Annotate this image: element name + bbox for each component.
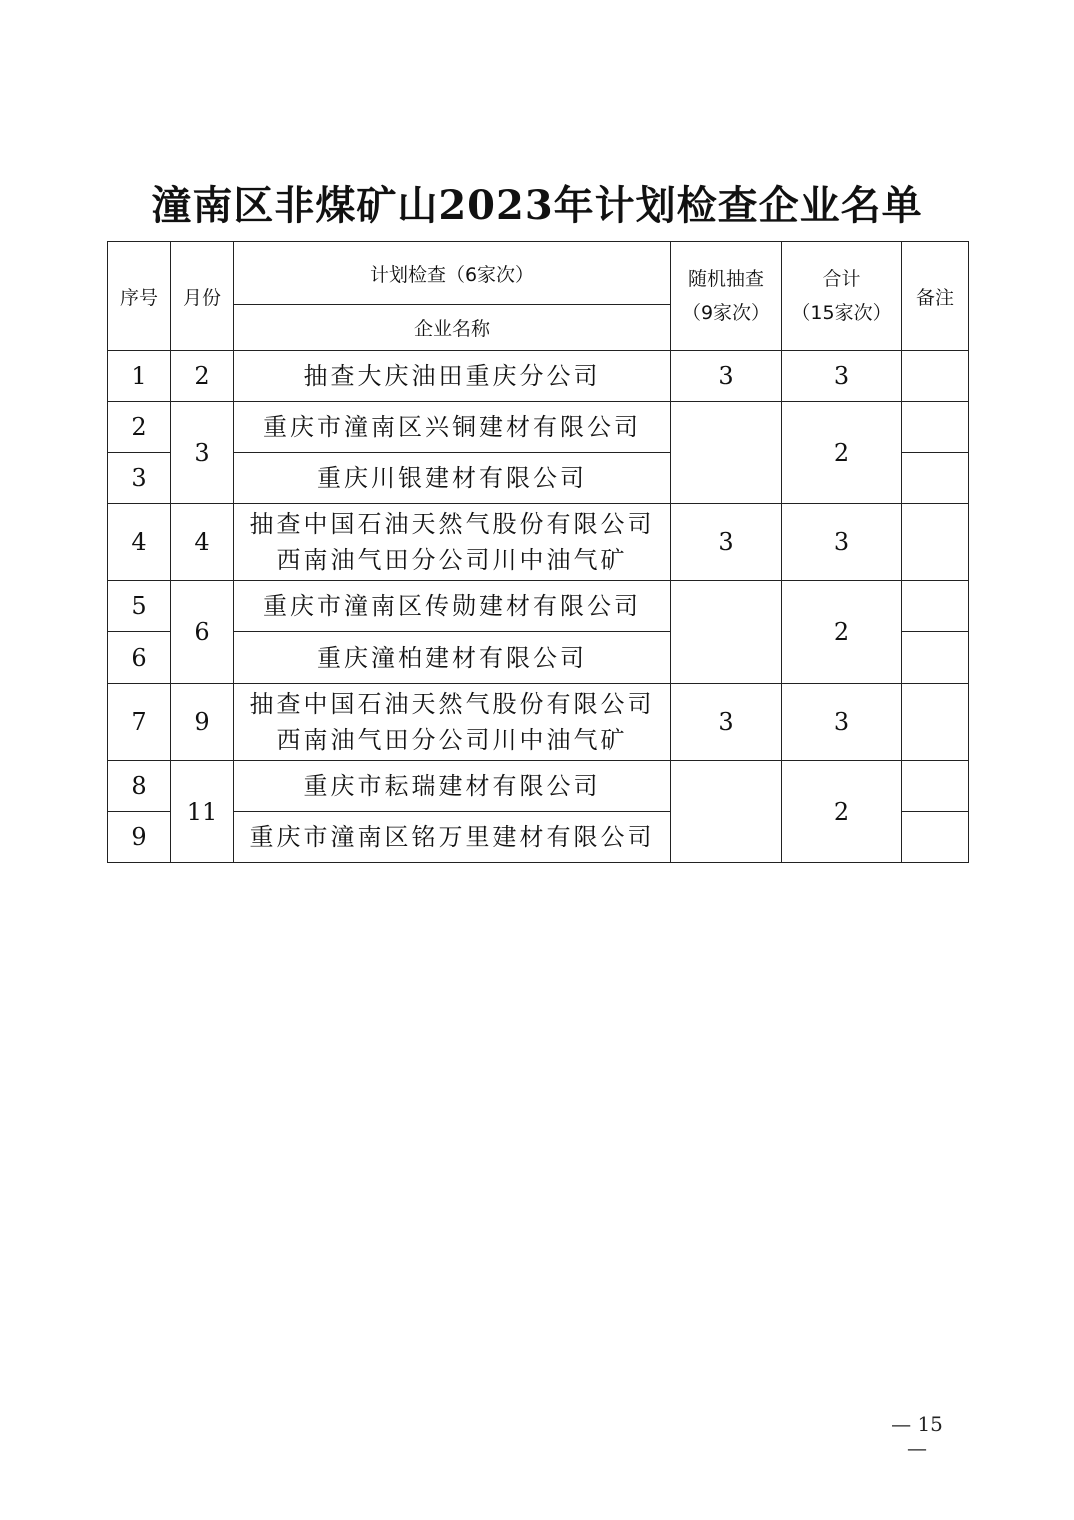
row-remark <box>902 684 969 761</box>
row-company-line2: 西南油气田分公司川中油气矿 <box>276 546 628 574</box>
row-company-line2: 西南油气田分公司川中油气矿 <box>276 726 628 754</box>
row-index: 4 <box>108 504 171 581</box>
row-company: 重庆市潼南区传勋建材有限公司 <box>234 581 671 632</box>
row-random <box>671 581 782 684</box>
row-remark <box>902 351 969 402</box>
row-company: 重庆潼柏建材有限公司 <box>234 632 671 684</box>
row-index: 5 <box>108 581 171 632</box>
row-month: 9 <box>171 684 234 761</box>
row-company <box>234 504 671 581</box>
row-total: 2 <box>782 761 902 863</box>
row-index: 3 <box>108 453 171 504</box>
table-row <box>108 761 969 812</box>
row-company: 重庆市潼南区铭万里建材有限公司 <box>234 812 671 863</box>
row-index: 8 <box>108 761 171 812</box>
row-remark <box>902 402 969 453</box>
header-total-line1: 合计 <box>822 268 861 290</box>
row-remark <box>902 581 969 632</box>
header-month: 月份 <box>171 242 234 351</box>
inspection-plan-table <box>107 241 969 863</box>
row-remark <box>902 632 969 684</box>
header-random-line1: 随机抽查 <box>687 268 764 290</box>
table-row <box>108 684 969 761</box>
row-total: 2 <box>782 402 902 504</box>
header-random-line2: （9家次） <box>681 302 771 324</box>
row-total: 3 <box>782 684 902 761</box>
row-company: 重庆市潼南区兴铜建材有限公司 <box>234 402 671 453</box>
row-month: 6 <box>171 581 234 684</box>
row-index: 6 <box>108 632 171 684</box>
row-remark <box>902 453 969 504</box>
row-month: 3 <box>171 402 234 504</box>
header-index: 序号 <box>108 242 171 351</box>
header-company: 企业名称 <box>234 305 671 351</box>
row-index: 2 <box>108 402 171 453</box>
row-remark <box>902 761 969 812</box>
row-remark <box>902 504 969 581</box>
header-total <box>782 242 902 351</box>
page-title: 潼南区非煤矿山2023年计划检查企业名单 <box>151 182 923 229</box>
row-random: 3 <box>671 351 782 402</box>
row-total: 3 <box>782 351 902 402</box>
table-row <box>108 351 969 402</box>
row-month: 11 <box>171 761 234 863</box>
row-index: 9 <box>108 812 171 863</box>
header-remark: 备注 <box>902 242 969 351</box>
row-index: 7 <box>108 684 171 761</box>
row-month: 4 <box>171 504 234 581</box>
table-row <box>108 504 969 581</box>
table-row <box>108 402 969 453</box>
row-total: 3 <box>782 504 902 581</box>
row-index: 1 <box>108 351 171 402</box>
row-total: 2 <box>782 581 902 684</box>
header-plan: 计划检查（6家次） <box>234 242 671 305</box>
row-random: 3 <box>671 504 782 581</box>
row-month: 2 <box>171 351 234 402</box>
row-company-line1: 抽查中国石油天然气股份有限公司 <box>249 510 655 538</box>
row-random <box>671 402 782 504</box>
row-company: 重庆川银建材有限公司 <box>234 453 671 504</box>
row-random <box>671 761 782 863</box>
row-company-line1: 抽查中国石油天然气股份有限公司 <box>249 690 655 718</box>
header-random <box>671 242 782 351</box>
row-company <box>234 684 671 761</box>
row-company: 抽查大庆油田重庆分公司 <box>234 351 671 402</box>
page-number: — 15 — <box>891 1412 943 1460</box>
table-row <box>108 581 969 632</box>
row-company: 重庆市耘瑞建材有限公司 <box>234 761 671 812</box>
row-remark <box>902 812 969 863</box>
row-random: 3 <box>671 684 782 761</box>
header-total-line2: （15家次） <box>791 302 892 324</box>
